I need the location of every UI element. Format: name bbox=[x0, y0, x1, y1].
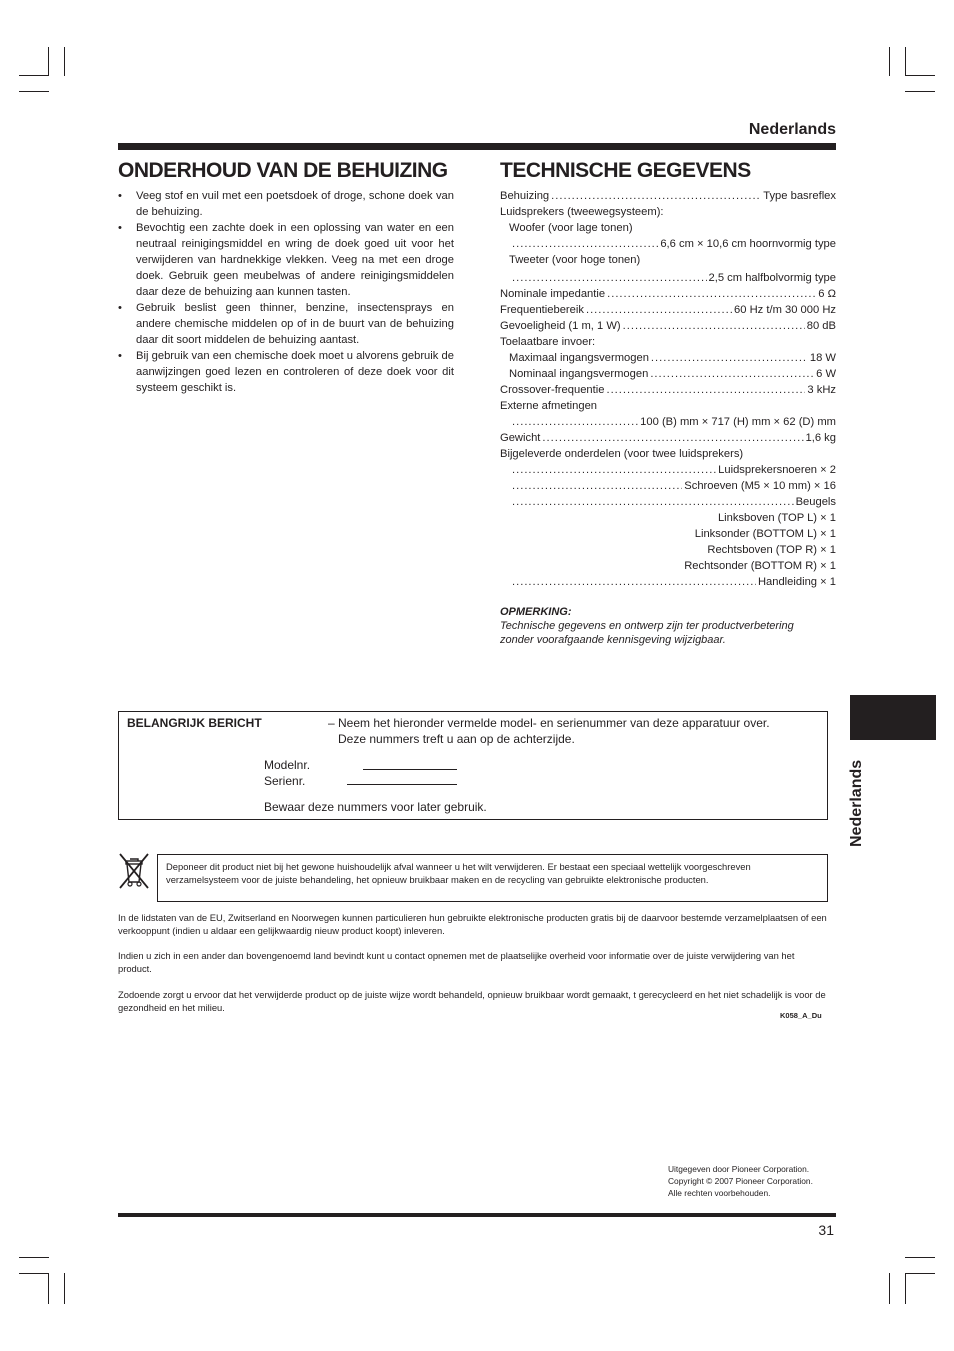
spec-row: Gevoeligheid (1 m, 1 W) ..... 80 dB bbox=[500, 318, 836, 334]
side-tab bbox=[850, 695, 936, 740]
list-item: • Bevochtig een zachte doek in een oplossing van water en een neutraal reinigingsmiddel en wring de doek goed uit voor het verwijderen van hardnekkige vlekken. Veeg na met een droge doek. Gebruik geen meubelwas of andere reinigingsmiddelen daar deze de behuizing aan kunnen tasten. bbox=[118, 222, 454, 298]
list-item: • Gebruik beslist geen thinner, benzine, insectensprays en andere chemische middelen op of in de buurt van de behuizing daar dit soort middelen de behuizing aantast. bbox=[118, 302, 454, 346]
maintenance-title: ONDERHOUD VAN DE BEHUIZING bbox=[118, 159, 448, 182]
crop-mark bbox=[905, 91, 935, 92]
spec-item: Rechtsonder (BOTTOM R) × 1 bbox=[684, 560, 836, 572]
weee-paragraph: Indien u zich in een ander dan bovengenoemd land bevindt kunt u contact opnemen met de plaatselijke overheid voor informatie over de juiste verwijdering van het product. bbox=[118, 950, 795, 974]
weee-paragraph: In de lidstaten van de EU, Zwitserland en Noorwegen kunnen particulieren hun gebruikte elektronische producten gratis bij de daarvoor bestemde verzamelplaatsen of een verkooppunt (indien u aldaar een gelijkwaardig nieuw product koopt) inleveren. bbox=[118, 912, 827, 936]
footer-rule bbox=[118, 1213, 836, 1217]
important-notice-box bbox=[118, 711, 828, 820]
keep-text: Bewaar deze nummers voor later gebruik. bbox=[264, 800, 487, 814]
crop-mark bbox=[19, 91, 49, 92]
spec-item: Rechtsboven (TOP R) × 1 bbox=[707, 544, 836, 556]
crop-mark bbox=[64, 1273, 65, 1304]
crop-mark bbox=[905, 47, 906, 76]
list-item: • Bij gebruik van een chemische doek moet u alvorens gebruik de aanwijzingen goed lezen en controleren of deze doek voor dit systeem geschikt is. bbox=[118, 350, 454, 394]
spec-row: Maximaal ingangsvermogen ..... 18 W bbox=[500, 350, 836, 366]
crossed-bin-icon bbox=[116, 852, 152, 895]
crop-mark bbox=[19, 1273, 49, 1274]
spec-item: Linksonder (BOTTOM L) × 1 bbox=[694, 528, 836, 540]
spec-row: ..... 6,6 cm × 10,6 cm hoornvormig type bbox=[500, 236, 836, 252]
model-label: Modelnr. bbox=[264, 758, 311, 772]
note-text: Technische gegevens en ontwerp zijn ter productverbetering bbox=[500, 620, 794, 632]
important-line: Deze nummers treft u aan op de achterzijde. bbox=[338, 732, 575, 746]
spec-heading: Externe afmetingen bbox=[500, 400, 598, 412]
crop-mark bbox=[889, 47, 890, 76]
important-line: – Neem het hieronder vermelde model- en serienummer van deze apparatuur over. bbox=[328, 716, 770, 730]
spec-row: ..... 100 (B) mm × 717 (H) mm × 62 (D) mm bbox=[500, 414, 836, 430]
weee-code: K058_A_Du bbox=[780, 1011, 822, 1020]
specs-list bbox=[500, 188, 836, 590]
spec-sub: Tweeter (voor hoge tonen) bbox=[509, 254, 641, 266]
spec-row: ..... 2,5 cm halfbolvormig type bbox=[500, 270, 836, 286]
publisher-line: Copyright © 2007 Pioneer Corporation. bbox=[668, 1176, 813, 1186]
spec-row: Gewicht ..... 1,6 kg bbox=[500, 430, 836, 446]
spec-row: Nominaal ingangsvermogen ..... 6 W bbox=[500, 366, 836, 382]
spec-row: Nominale impedantie ..... 6 Ω bbox=[500, 286, 836, 302]
weee-paragraph: Zodoende zorgt u ervoor dat het verwijderde product op de juiste wijze wordt behandeld, opnieuw bruikbaar wordt gemaakt, t gerecycleerd en het niet schadelijk is voor de gezondheid en het milieu. bbox=[118, 989, 826, 1013]
crop-mark bbox=[905, 1257, 935, 1258]
spec-row: Crossover-frequentie ..... 3 kHz bbox=[500, 382, 836, 398]
serial-field-line[interactable] bbox=[347, 784, 457, 785]
crop-mark bbox=[905, 75, 935, 76]
model-field-line[interactable] bbox=[363, 769, 457, 770]
spec-row: ..... Luidsprekersnoeren × 2 bbox=[500, 462, 836, 478]
page-number: 31 bbox=[818, 1222, 834, 1238]
publisher-line: Uitgegeven door Pioneer Corporation. bbox=[668, 1164, 810, 1174]
list-item: • Veeg stof en vuil met een poetsdoek of droge, schone doek van de behuizing. bbox=[118, 190, 454, 218]
spec-row: Frequentiebereik ..... 60 Hz t/m 30 000 Hz bbox=[500, 302, 836, 318]
spec-heading: Bijgeleverde onderdelen (voor twee luidsprekers) bbox=[500, 448, 744, 460]
spec-row: ..... Schroeven (M5 × 10 mm) × 16 bbox=[500, 478, 836, 494]
spec-row: ..... Handleiding × 1 bbox=[500, 574, 836, 590]
spec-row: ..... Beugels bbox=[500, 494, 836, 510]
serial-label: Serienr. bbox=[264, 774, 306, 788]
crop-mark bbox=[905, 1273, 906, 1304]
crop-mark bbox=[48, 1273, 49, 1304]
header-language: Nederlands bbox=[748, 121, 836, 138]
note-text: zonder voorafgaande kennisgeving wijzigbaar. bbox=[500, 634, 726, 646]
spec-heading: Toelaatbare invoer: bbox=[500, 336, 596, 348]
publisher-line: Alle rechten voorbehouden. bbox=[668, 1188, 771, 1198]
maintenance-list bbox=[118, 188, 454, 396]
spec-row: Behuizing ..... Type basreflex bbox=[500, 188, 836, 204]
weee-notice-box bbox=[157, 854, 828, 902]
crop-mark bbox=[19, 75, 49, 76]
spec-item: Linksboven (TOP L) × 1 bbox=[717, 512, 836, 524]
specs-title: TECHNISCHE GEGEVENS bbox=[500, 159, 751, 182]
important-heading: BELANGRIJK BERICHT bbox=[127, 716, 262, 730]
crop-mark bbox=[889, 1273, 890, 1304]
spec-sub: Woofer (voor lage tonen) bbox=[509, 222, 633, 234]
crop-mark bbox=[905, 1273, 935, 1274]
spec-heading: Luidsprekers (tweewegsysteem): bbox=[500, 206, 664, 218]
side-tab-label: Nederlands bbox=[848, 759, 865, 847]
note-heading: OPMERKING: bbox=[500, 606, 572, 618]
note bbox=[500, 605, 840, 647]
header-rule bbox=[118, 143, 836, 150]
crop-mark bbox=[19, 1257, 49, 1258]
crop-mark bbox=[48, 47, 49, 76]
crop-mark bbox=[64, 47, 65, 76]
weee-box-text: Deponeer dit product niet bij het gewone huishoudelijk afval wanneer u het wilt verwijderen. Er bestaat een speciaal wettelijk voorgeschreven verzamelsysteem voor de juiste behandeling, het opnieuw bruikbaar maken en de recycling van gebruikte elektronische producten. bbox=[166, 861, 751, 885]
publisher-info bbox=[668, 1163, 813, 1199]
